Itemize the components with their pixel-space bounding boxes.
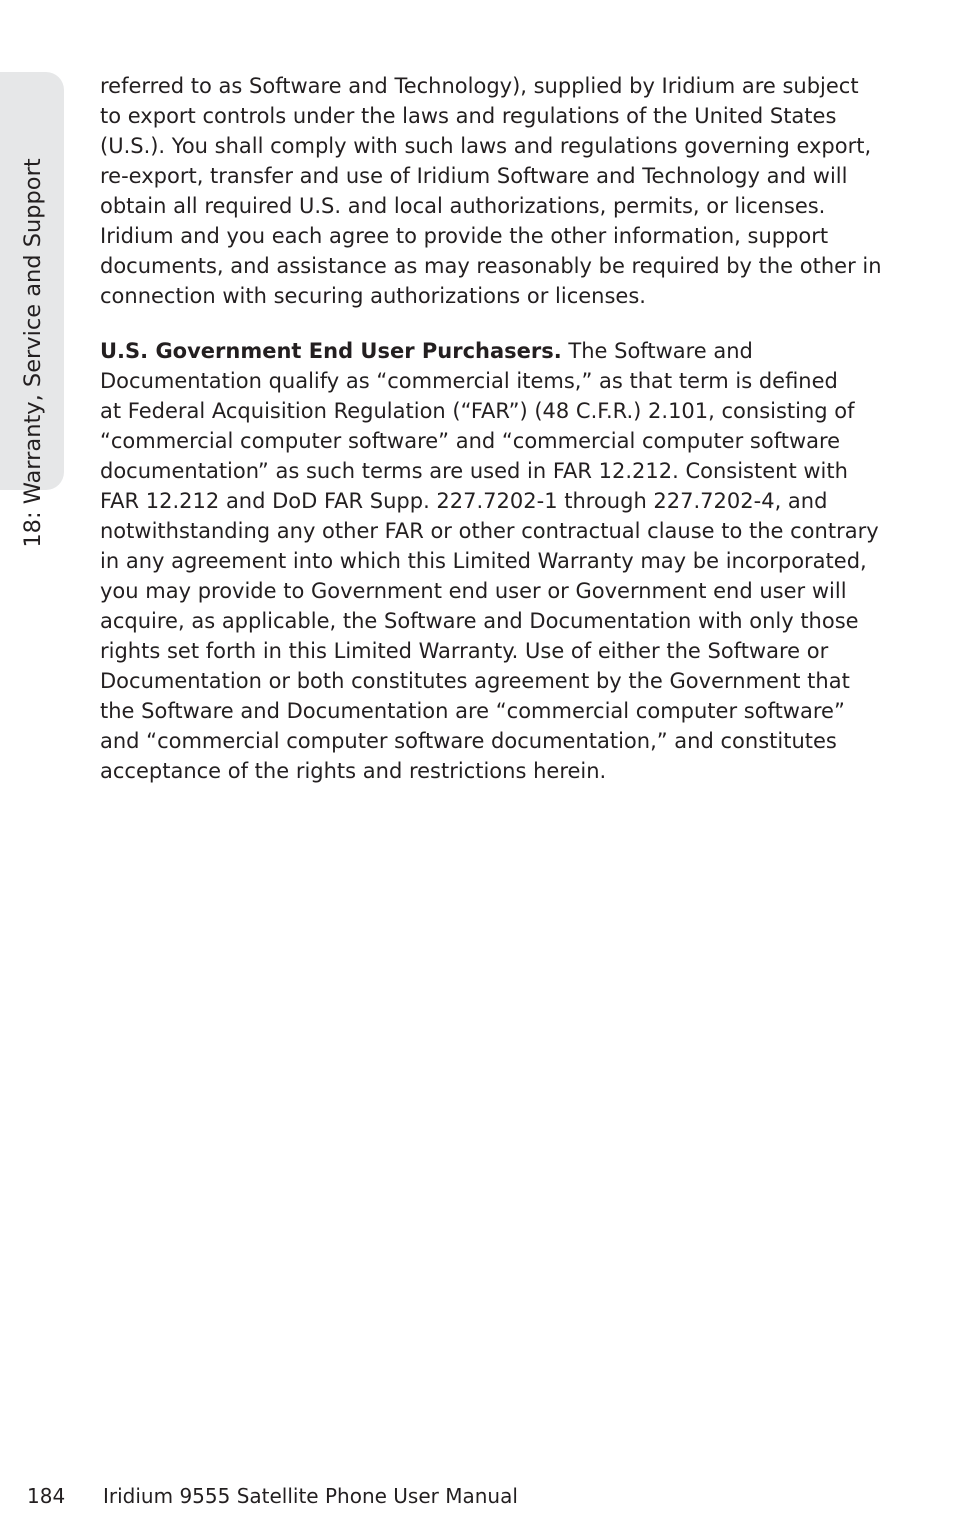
paragraph-government-end-users (100, 336, 890, 786)
text-line: and “commercial computer software documentation,” and constitutes (100, 729, 837, 753)
text-fragment: The Software and (561, 339, 753, 363)
text-line: documentation” as such terms are used in FAR 12.212. Consistent with (100, 459, 848, 483)
text-line: notwithstanding any other FAR or other contractual clause to the contrary (100, 519, 879, 543)
text-line: to export controls under the laws and regulations of the United States (100, 104, 837, 128)
manual-title: Iridium 9555 Satellite Phone User Manual (103, 1484, 518, 1508)
text-line: acquire, as applicable, the Software and Documentation with only those (100, 609, 859, 633)
text-line (100, 336, 890, 366)
text-line: (U.S.). You shall comply with such laws and regulations governing export, (100, 134, 872, 158)
chapter-side-tab (0, 72, 64, 548)
body-text (100, 71, 890, 786)
text-line: Documentation qualify as “commercial items,” as that term is defined (100, 369, 838, 393)
text-line: obtain all required U.S. and local authorizations, permits, or licenses. (100, 194, 826, 218)
text-line: referred to as Software and Technology), supplied by Iridium are subject (100, 74, 859, 98)
text-line: the Software and Documentation are “commercial computer software” (100, 699, 845, 723)
text-line: you may provide to Government end user or Government end user will (100, 579, 847, 603)
text-line: FAR 12.212 and DoD FAR Supp. 227.7202-1 through 227.7202-4, and (100, 489, 828, 513)
page-number: 184 (27, 1484, 66, 1508)
text-line: documents, and assistance as may reasonably be required by the other in (100, 254, 882, 278)
text-line: in any agreement into which this Limited Warranty may be incorporated, (100, 549, 867, 573)
text-line: rights set forth in this Limited Warranty. Use of either the Software or (100, 639, 829, 663)
text-line: Iridium and you each agree to provide the other information, support (100, 224, 829, 248)
text-line: acceptance of the rights and restrictions herein. (100, 759, 607, 783)
paragraph-lead-heading: U.S. Government End User Purchasers. (100, 339, 562, 363)
text-line: connection with securing authorizations or licenses. (100, 284, 646, 308)
chapter-side-tab-label: 18: Warranty, Service and Support (20, 158, 46, 548)
paragraph-export-controls (100, 71, 890, 311)
text-line: “commercial computer software” and “commercial computer software (100, 429, 841, 453)
page-footer (0, 1481, 975, 1511)
text-line: Documentation or both constitutes agreement by the Government that (100, 669, 850, 693)
text-line: at Federal Acquisition Regulation (“FAR”) (48 C.F.R.) 2.101, consisting of (100, 399, 855, 423)
text-line: re-export, transfer and use of Iridium Software and Technology and will (100, 164, 848, 188)
